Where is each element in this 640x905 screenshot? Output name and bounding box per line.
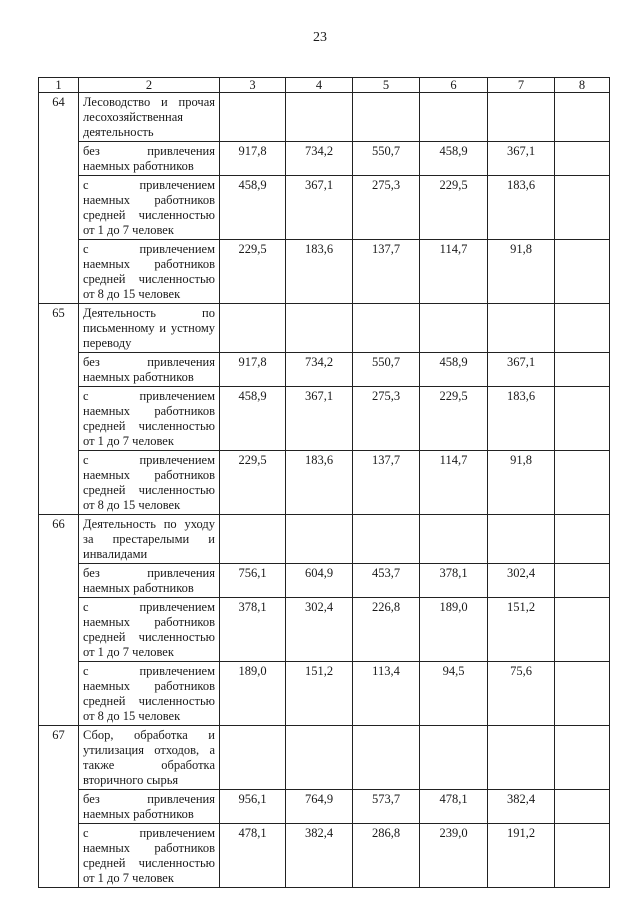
empty-cell — [286, 304, 353, 353]
value-cell: 189,0 — [420, 598, 488, 662]
value-cell — [555, 451, 610, 515]
value-cell: 229,5 — [420, 176, 488, 240]
value-cell: 229,5 — [420, 387, 488, 451]
value-cell: 275,3 — [353, 176, 420, 240]
table-row — [39, 790, 610, 824]
value-cell: 378,1 — [420, 564, 488, 598]
value-cell: 183,6 — [488, 387, 555, 451]
activity-title: Лесоводство и прочая лесохозяйственная деятельность — [79, 93, 220, 142]
header-cell: 6 — [420, 78, 488, 93]
value-cell: 734,2 — [286, 142, 353, 176]
value-cell: 229,5 — [220, 240, 286, 304]
header-cell: 3 — [220, 78, 286, 93]
table-row — [39, 598, 610, 662]
value-cell: 239,0 — [420, 824, 488, 888]
table-body — [39, 78, 610, 888]
value-cell: 917,8 — [220, 353, 286, 387]
group-title-row — [39, 726, 610, 790]
value-cell: 94,5 — [420, 662, 488, 726]
row-description: с привлечением наемных работников средней численностью от 8 до 15 человек — [79, 240, 220, 304]
value-cell: 137,7 — [353, 451, 420, 515]
value-cell: 764,9 — [286, 790, 353, 824]
value-cell: 91,8 — [488, 240, 555, 304]
table-row — [39, 240, 610, 304]
header-cell: 1 — [39, 78, 79, 93]
row-description: с привлечением наемных работников средней численностью от 1 до 7 человек — [79, 824, 220, 888]
value-cell: 604,9 — [286, 564, 353, 598]
empty-cell — [220, 726, 286, 790]
row-description: с привлечением наемных работников средней численностью от 8 до 15 человек — [79, 451, 220, 515]
table-row — [39, 451, 610, 515]
table-row — [39, 824, 610, 888]
empty-cell — [488, 726, 555, 790]
empty-cell — [353, 93, 420, 142]
value-cell — [555, 598, 610, 662]
value-cell: 229,5 — [220, 451, 286, 515]
value-cell: 382,4 — [286, 824, 353, 888]
table-row — [39, 387, 610, 451]
header-cell: 8 — [555, 78, 610, 93]
value-cell: 302,4 — [286, 598, 353, 662]
empty-cell — [420, 726, 488, 790]
empty-cell — [353, 726, 420, 790]
value-cell: 302,4 — [488, 564, 555, 598]
empty-cell — [488, 515, 555, 564]
row-description: без привлечения наемных работников — [79, 353, 220, 387]
value-cell: 113,4 — [353, 662, 420, 726]
empty-cell — [220, 93, 286, 142]
value-cell: 183,6 — [488, 176, 555, 240]
value-cell — [555, 353, 610, 387]
value-cell: 550,7 — [353, 142, 420, 176]
group-title-row — [39, 93, 610, 142]
empty-cell — [488, 304, 555, 353]
value-cell: 458,9 — [420, 353, 488, 387]
table-row — [39, 662, 610, 726]
table-row — [39, 353, 610, 387]
value-cell: 367,1 — [488, 142, 555, 176]
empty-cell — [555, 726, 610, 790]
table-row — [39, 564, 610, 598]
value-cell: 151,2 — [286, 662, 353, 726]
value-cell: 151,2 — [488, 598, 555, 662]
group-title-row — [39, 515, 610, 564]
row-description: без привлечения наемных работников — [79, 142, 220, 176]
header-cell: 4 — [286, 78, 353, 93]
value-cell: 275,3 — [353, 387, 420, 451]
value-cell: 956,1 — [220, 790, 286, 824]
row-description: с привлечением наемных работников средней численностью от 1 до 7 человек — [79, 176, 220, 240]
value-cell: 286,8 — [353, 824, 420, 888]
empty-cell — [353, 515, 420, 564]
value-cell: 367,1 — [286, 176, 353, 240]
row-description: с привлечением наемных работников средней численностью от 1 до 7 человек — [79, 387, 220, 451]
value-cell: 75,6 — [488, 662, 555, 726]
value-cell: 378,1 — [220, 598, 286, 662]
value-cell: 458,9 — [420, 142, 488, 176]
value-cell — [555, 790, 610, 824]
activity-title: Деятельность по уходу за престарелыми и инвалидами — [79, 515, 220, 564]
row-description: без привлечения наемных работников — [79, 790, 220, 824]
header-row — [39, 78, 610, 93]
value-cell: 183,6 — [286, 240, 353, 304]
table-row — [39, 176, 610, 240]
empty-cell — [488, 93, 555, 142]
value-cell: 573,7 — [353, 790, 420, 824]
row-number: 64 — [39, 93, 79, 304]
row-number: 67 — [39, 726, 79, 888]
activity-title: Сбор, обработка и утилизация отходов, а также обработка вторичного сырья — [79, 726, 220, 790]
value-cell: 550,7 — [353, 353, 420, 387]
row-description: с привлечением наемных работников средней численностью от 8 до 15 человек — [79, 662, 220, 726]
empty-cell — [555, 515, 610, 564]
value-cell: 226,8 — [353, 598, 420, 662]
value-cell — [555, 824, 610, 888]
empty-cell — [286, 93, 353, 142]
value-cell — [555, 564, 610, 598]
empty-cell — [555, 93, 610, 142]
empty-cell — [220, 304, 286, 353]
value-cell: 114,7 — [420, 451, 488, 515]
value-cell: 183,6 — [286, 451, 353, 515]
row-description: с привлечением наемных работников средней численностью от 1 до 7 человек — [79, 598, 220, 662]
value-cell: 478,1 — [420, 790, 488, 824]
row-description: без привлечения наемных работников — [79, 564, 220, 598]
header-cell: 7 — [488, 78, 555, 93]
value-cell — [555, 142, 610, 176]
header-cell: 5 — [353, 78, 420, 93]
page-number: 23 — [313, 30, 327, 45]
value-cell: 453,7 — [353, 564, 420, 598]
table-row — [39, 142, 610, 176]
group-title-row — [39, 304, 610, 353]
empty-cell — [286, 726, 353, 790]
value-cell: 756,1 — [220, 564, 286, 598]
value-cell: 91,8 — [488, 451, 555, 515]
value-cell: 478,1 — [220, 824, 286, 888]
value-cell — [555, 387, 610, 451]
empty-cell — [220, 515, 286, 564]
row-number: 65 — [39, 304, 79, 515]
empty-cell — [420, 304, 488, 353]
empty-cell — [555, 304, 610, 353]
value-cell — [555, 176, 610, 240]
value-cell: 458,9 — [220, 176, 286, 240]
tariff-table — [38, 77, 610, 888]
empty-cell — [353, 304, 420, 353]
value-cell: 191,2 — [488, 824, 555, 888]
value-cell — [555, 662, 610, 726]
value-cell: 917,8 — [220, 142, 286, 176]
value-cell — [555, 240, 610, 304]
value-cell: 458,9 — [220, 387, 286, 451]
value-cell: 114,7 — [420, 240, 488, 304]
value-cell: 367,1 — [488, 353, 555, 387]
activity-title: Деятельность по письменному и устному переводу — [79, 304, 220, 353]
empty-cell — [420, 515, 488, 564]
value-cell: 734,2 — [286, 353, 353, 387]
row-number: 66 — [39, 515, 79, 726]
value-cell: 189,0 — [220, 662, 286, 726]
value-cell: 382,4 — [488, 790, 555, 824]
empty-cell — [420, 93, 488, 142]
header-cell: 2 — [79, 78, 220, 93]
empty-cell — [286, 515, 353, 564]
value-cell: 367,1 — [286, 387, 353, 451]
value-cell: 137,7 — [353, 240, 420, 304]
